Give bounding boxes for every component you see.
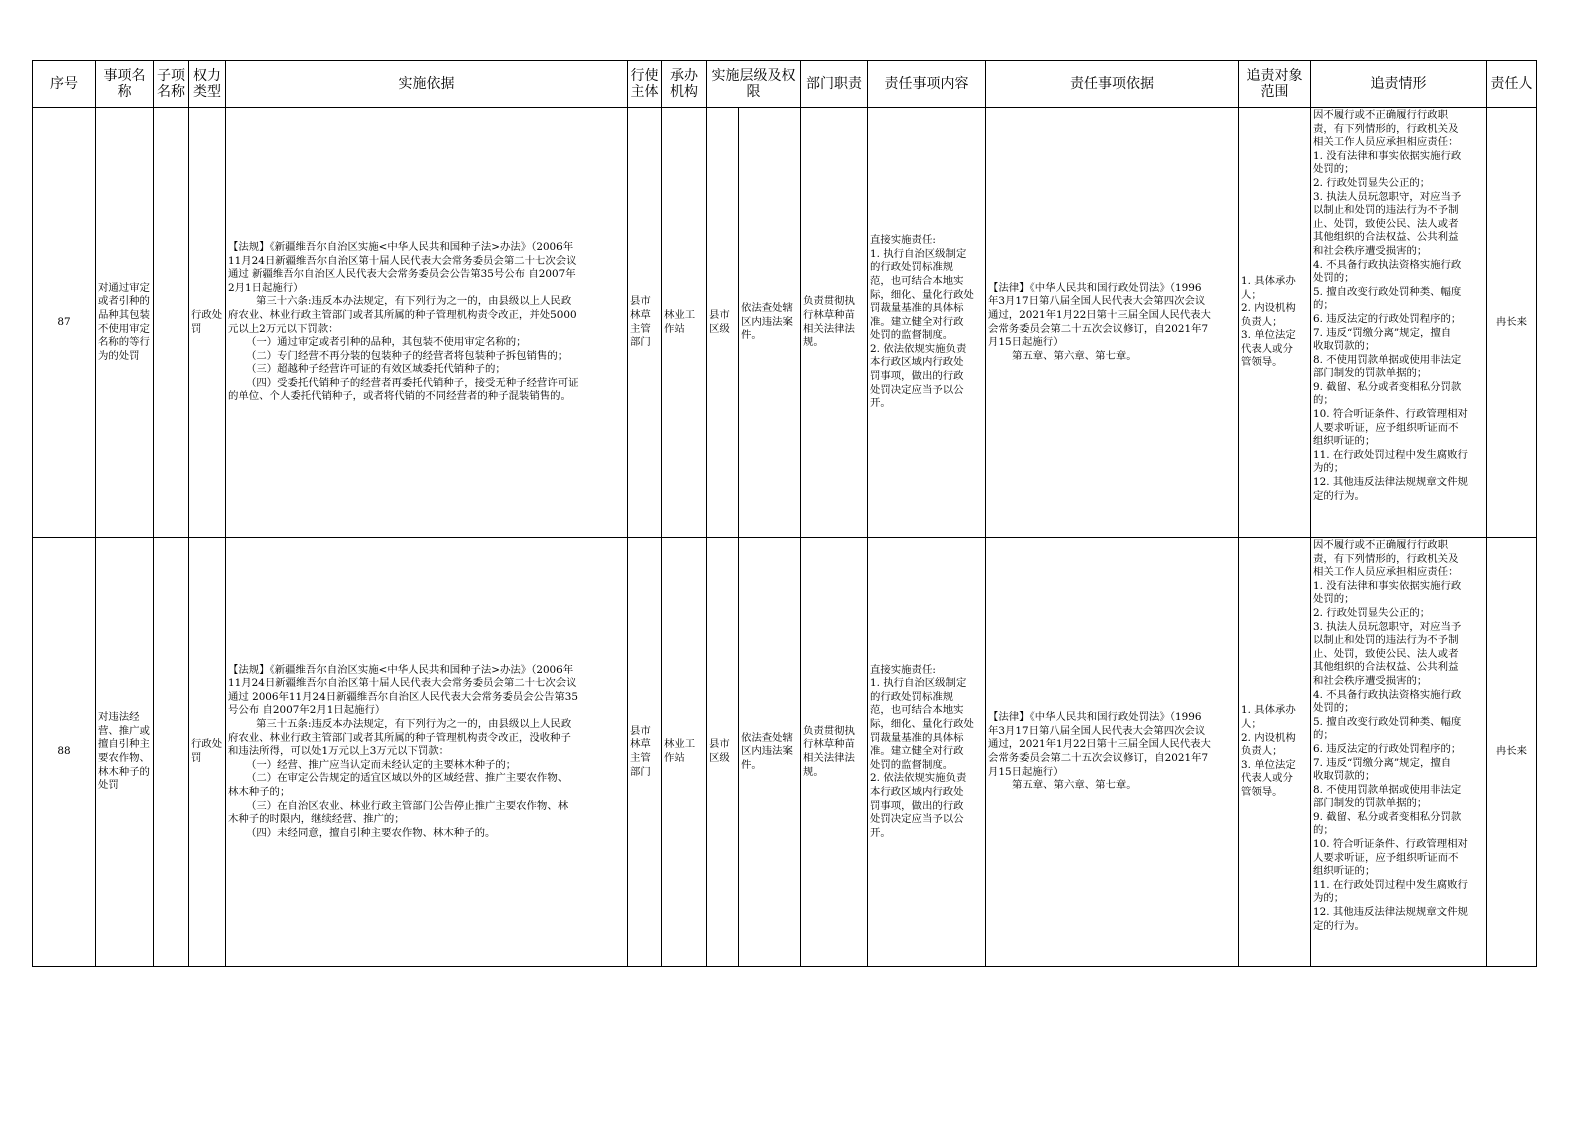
text-line: 罚事项，做出的行政: [870, 799, 964, 812]
text-line: 处罚决定应当予以公: [870, 813, 964, 826]
text-line: （三）在自治区农业、林业行政主管部门公告停止推广主要农作物、林: [246, 799, 569, 812]
text-line: 1. 具体承办: [1241, 274, 1296, 287]
cell-power-type: 行政处罚: [189, 538, 226, 967]
text-line: 组织听证的；: [1313, 865, 1376, 878]
header-duty: 部门职责: [801, 61, 868, 108]
text-line: 2. 内设机构: [1241, 302, 1296, 315]
text-line: 和社会秩序遭受损害的；: [1313, 674, 1428, 687]
header-power-type: 权力类型: [189, 61, 226, 108]
text-line: 第五章、第六章、第七章。: [1012, 779, 1137, 792]
cell-circumstances: [1311, 108, 1487, 538]
cell-circumstances: [1311, 538, 1487, 967]
text-line: 代表人或分: [1241, 772, 1293, 785]
text-line: 本行政区域内行政处: [870, 785, 964, 798]
text-line: 定的行为。: [1313, 489, 1365, 502]
text-line: 代表人或分: [1241, 342, 1293, 355]
text-line: 的；: [1313, 299, 1334, 312]
text-line: 11. 在行政处罚过程中发生腐败行: [1313, 448, 1468, 461]
text-line: 7. 违反“罚缴分离”规定，擅自: [1313, 326, 1452, 339]
text-line: 会常务委员会第二十五次会议修订，自2021年7: [988, 322, 1209, 335]
text-line: （四）未经同意，擅自引种主要农作物、林木种子的。: [246, 826, 496, 839]
cell-duty: 负责贯彻执行林草种苗相关法律法规。: [801, 108, 868, 538]
text-line: 其他组织的合法权益、公共利益: [1313, 661, 1459, 674]
text-line: 负责人；: [1241, 315, 1283, 328]
text-line: 的行政处罚标准规: [870, 261, 954, 274]
text-line: 7. 违反“罚缴分离”规定，擅自: [1313, 756, 1452, 769]
text-line: 的；: [1313, 824, 1334, 837]
text-line: 4. 不具备行政执法资格实施行政: [1313, 688, 1462, 701]
text-line: 以制止和处罚的违法行为不予制: [1313, 634, 1459, 647]
text-line: 11月24日新疆维吾尔自治区第十届人民代表大会常务委员会第二十七次会议: [228, 254, 577, 267]
text-line: 1. 执行自治区级制定: [870, 677, 967, 690]
text-line: 5. 擅自改变行政处罚种类、幅度: [1313, 715, 1462, 728]
text-line: 3. 执法人员玩忽职守，对应当予: [1313, 620, 1462, 633]
text-line: 第五章、第六章、第七章。: [1012, 349, 1137, 362]
text-line: 第三十五条:违反本办法规定，有下列行为之一的，由县级以上人民政: [256, 718, 572, 731]
text-line: 府农业、林业行政主管部门或者其所属的种子管理机构责令改正，并处5000: [228, 308, 577, 321]
table-row: [33, 538, 1537, 967]
text-line: 10. 符合听证条件、行政管理相对: [1313, 408, 1468, 421]
text-line: 际，细化、量化行政处: [870, 288, 974, 301]
text-line: （三）超越种子经营许可证的有效区域委托代销种子的；: [246, 363, 506, 376]
text-line: （一）经营、推广应当认定而未经认定的主要林木种子的；: [246, 758, 517, 771]
header-subject: 行使主体: [628, 61, 662, 108]
text-line: 人；: [1241, 718, 1262, 731]
text-line: 罚裁量基准的具体标: [870, 731, 964, 744]
cell-basis: [226, 538, 628, 967]
text-line: 为的；: [1313, 462, 1345, 475]
text-line: 9. 截留、私分或者变相私分罚款: [1313, 380, 1462, 393]
text-line: 际，细化、量化行政处: [870, 718, 974, 731]
text-line: 月15日起施行）: [988, 765, 1064, 778]
text-line: 2. 内设机构: [1241, 731, 1296, 744]
text-line: 3. 单位法定: [1241, 329, 1296, 342]
text-line: 相关工作人员应承担相应责任：: [1313, 566, 1459, 579]
text-line: 和违法所得，可以处1万元以上3万元以下罚款：: [228, 745, 450, 758]
text-line: 12. 其他违反法律法规规章文件规: [1313, 476, 1468, 489]
text-line: 准。建立健全对行政: [870, 745, 964, 758]
text-line: 通过，2021年1月22日第十三届全国人民代表大: [988, 738, 1211, 751]
text-line: 罚裁量基准的具体标: [870, 302, 964, 315]
text-line: 管领导。: [1241, 356, 1283, 369]
header-name: 事项名称: [96, 61, 154, 108]
text-line: 2. 依法依规实施负责: [870, 772, 967, 785]
text-line: 部门制发的罚款单据的；: [1313, 797, 1428, 810]
text-line: 负责人；: [1241, 745, 1283, 758]
text-line: 年3月17日第八届全国人民代表大会第四次会议: [988, 295, 1206, 308]
text-line: 4. 不具备行政执法资格实施行政: [1313, 258, 1462, 271]
header-handler: 承办机构: [662, 61, 707, 108]
text-line: 的单位、个人委托代销种子，或者将代销的不同经营者的种子混装销售的。: [228, 390, 571, 403]
text-line: 1. 没有法律和事实依据实施行政: [1313, 579, 1462, 592]
text-line: 1. 执行自治区级制定: [870, 247, 967, 260]
cell-basis: [226, 108, 628, 538]
text-line: 11. 在行政处罚过程中发生腐败行: [1313, 878, 1468, 891]
text-line: 为的；: [1313, 892, 1345, 905]
header-basis: 实施依据: [226, 61, 628, 108]
text-line: 9. 截留、私分或者变相私分罚款: [1313, 810, 1462, 823]
cell-handler: 林业工作站: [662, 538, 707, 967]
header-row: [33, 61, 1537, 108]
header-seq: 序号: [33, 61, 96, 108]
text-line: （一）通过审定或者引种的品种，其包装不使用审定名称的；: [246, 336, 527, 349]
text-line: 开。: [870, 826, 891, 839]
cell-seq: 87: [33, 108, 96, 538]
text-line: 罚事项，做出的行政: [870, 370, 964, 383]
text-line: 范，也可结合本地实: [870, 274, 964, 287]
text-line: （二）专门经营不再分装的包装种子的经营者将包装种子拆包销售的；: [246, 349, 569, 362]
text-line: 责，有下列情形的，行政机关及: [1313, 122, 1459, 135]
responsibility-table: [32, 60, 1537, 967]
text-line: 的；: [1313, 729, 1334, 742]
text-line: 人要求听证，应予组织听证而不: [1313, 851, 1459, 864]
text-line: 止、处罚，致使公民、法人或者: [1313, 647, 1459, 660]
text-line: 10. 符合听证条件、行政管理相对: [1313, 838, 1468, 851]
text-line: 人要求听证，应予组织听证而不: [1313, 421, 1459, 434]
header-level: 实施层级及权限: [707, 61, 801, 108]
cell-subname: [154, 108, 189, 538]
text-line: 本行政区域内行政处: [870, 356, 964, 369]
text-line: 直接实施责任:: [870, 234, 936, 247]
text-line: 8. 不使用罚款单据或使用非法定: [1313, 353, 1462, 366]
cell-scope: [1239, 538, 1311, 967]
text-line: 收取罚款的；: [1313, 340, 1376, 353]
text-line: 2. 行政处罚显失公正的；: [1313, 606, 1431, 619]
text-line: 以制止和处罚的违法行为不予制: [1313, 204, 1459, 217]
cell-person: 冉长来: [1487, 108, 1537, 538]
text-line: 范，也可结合本地实: [870, 704, 964, 717]
text-line: 【法规】《新疆维吾尔自治区实施<中华人民共和国种子法>办法》（2006年: [228, 240, 574, 253]
text-line: 通过，2021年1月22日第十三届全国人民代表大: [988, 308, 1211, 321]
text-line: 部门制发的罚款单据的；: [1313, 367, 1428, 380]
text-line: 月15日起施行）: [988, 336, 1064, 349]
text-line: 8. 不使用罚款单据或使用非法定: [1313, 783, 1462, 796]
text-line: 处罚的监督制度。: [870, 329, 954, 342]
text-line: 的；: [1313, 394, 1334, 407]
cell-scope: [1239, 108, 1311, 538]
table-row: [33, 108, 1537, 538]
text-line: 准。建立健全对行政: [870, 315, 964, 328]
text-line: （四）受委托代销种子的经营者再委托代销种子，接受无种子经营许可证: [246, 376, 579, 389]
text-line: 12. 其他违反法律法规规章文件规: [1313, 906, 1468, 919]
text-line: 因不履行或不正确履行行政职: [1313, 539, 1449, 551]
text-line: 第三十六条:违反本办法规定，有下列行为之一的，由县级以上人民政: [256, 295, 572, 308]
text-line: 通过 新疆维吾尔自治区人民代表大会常务委员会公告第35号公布 自2007年: [228, 268, 576, 281]
text-line: 3. 单位法定: [1241, 758, 1296, 771]
cell-handler: 林业工作站: [662, 108, 707, 538]
text-line: 木种子的时限内，继续经营、推广的；: [228, 813, 405, 826]
text-line: 会常务委员会第二十五次会议修订，自2021年7: [988, 752, 1209, 764]
text-line: 年3月17日第八届全国人民代表大会第四次会议: [988, 724, 1206, 737]
text-line: 因不履行或不正确履行行政职: [1313, 109, 1449, 121]
text-line: 元以上2万元以下罚款：: [228, 322, 339, 335]
header-resp-content: 责任事项内容: [868, 61, 986, 108]
cell-seq: 88: [33, 538, 96, 967]
text-line: 组织听证的；: [1313, 435, 1376, 448]
text-line: 人；: [1241, 288, 1262, 301]
text-line: 3. 执法人员玩忽职守，对应当予: [1313, 190, 1462, 203]
text-line: 止、处罚，致使公民、法人或者: [1313, 217, 1459, 230]
text-line: 处罚的；: [1313, 702, 1355, 715]
text-line: 2. 行政处罚显失公正的；: [1313, 176, 1431, 189]
text-line: 2. 依法依规实施负责: [870, 342, 967, 355]
cell-name: 对通过审定或者引种的品种其包装不使用审定名称的等行为的处罚: [96, 108, 154, 538]
text-line: 6. 违反法定的行政处罚程序的；: [1313, 312, 1462, 325]
text-line: 开。: [870, 397, 891, 410]
text-line: 2月1日起施行）: [228, 281, 304, 294]
text-line: 处罚的；: [1313, 272, 1355, 285]
cell-resp-basis: [986, 108, 1239, 538]
header-scope: 追责对象范围: [1239, 61, 1311, 108]
header-circumstances: 追责情形: [1311, 61, 1487, 108]
text-line: 1. 具体承办: [1241, 704, 1296, 717]
text-line: 处罚的；: [1313, 163, 1355, 176]
text-line: 的行政处罚标准规: [870, 690, 954, 703]
text-line: 定的行为。: [1313, 919, 1365, 932]
text-line: 5. 擅自改变行政处罚种类、幅度: [1313, 285, 1462, 298]
text-line: 处罚的监督制度。: [870, 758, 954, 771]
text-line: 11月24日新疆维吾尔自治区第十届人民代表大会常务委员会第二十七次会议: [228, 677, 577, 690]
text-line: 直接实施责任:: [870, 663, 936, 676]
text-line: 和社会秩序遭受损害的；: [1313, 244, 1428, 257]
text-line: 【法律】《中华人民共和国行政处罚法》（1996: [988, 711, 1202, 724]
header-person: 责任人: [1487, 61, 1537, 108]
cell-resp-content: [868, 538, 986, 967]
text-line: 林木种子的；: [228, 785, 291, 798]
cell-person: 冉长来: [1487, 538, 1537, 967]
cell-power-type: 行政处罚: [189, 108, 226, 538]
text-line: 处罚的；: [1313, 593, 1355, 606]
text-line: 管领导。: [1241, 785, 1283, 798]
text-line: 责，有下列情形的，行政机关及: [1313, 552, 1459, 565]
cell-level: 县市区级: [707, 108, 739, 538]
text-line: 处罚决定应当予以公: [870, 383, 964, 396]
cell-authority: 依法查处辖区内违法案件。: [739, 108, 801, 538]
text-line: 其他组织的合法权益、公共利益: [1313, 231, 1459, 244]
text-line: 【法律】《中华人民共和国行政处罚法》（1996: [988, 281, 1202, 294]
text-line: 通过 2006年11月24日新疆维吾尔自治区人民代表大会常务委员会公告第35: [228, 690, 578, 703]
cell-resp-content: [868, 108, 986, 538]
cell-level: 县市区级: [707, 538, 739, 967]
text-line: （二）在审定公告规定的适宜区域以外的区域经营、推广主要农作物、: [246, 772, 569, 785]
text-line: 收取罚款的；: [1313, 770, 1376, 783]
cell-duty: 负责贯彻执行林草种苗相关法律法规。: [801, 538, 868, 967]
header-subname: 子项名称: [154, 61, 189, 108]
cell-subject: 县市林草主管部门: [628, 108, 662, 538]
header-resp-basis: 责任事项依据: [986, 61, 1239, 108]
cell-subname: [154, 538, 189, 967]
text-line: 1. 没有法律和事实依据实施行政: [1313, 149, 1462, 162]
cell-resp-basis: [986, 538, 1239, 967]
cell-name: 对违法经营、推广或擅自引种主要农作物、林木种子的处罚: [96, 538, 154, 967]
cell-authority: 依法查处辖区内违法案件。: [739, 538, 801, 967]
text-line: 6. 违反法定的行政处罚程序的；: [1313, 742, 1462, 755]
text-line: 【法规】《新疆维吾尔自治区实施<中华人民共和国种子法>办法》（2006年: [228, 663, 574, 676]
cell-subject: 县市林草主管部门: [628, 538, 662, 967]
text-line: 相关工作人员应承担相应责任：: [1313, 136, 1459, 149]
text-line: 府农业、林业行政主管部门或者其所属的种子管理机构责令改正，没收种子: [228, 731, 571, 744]
text-line: 号公布 自2007年2月1日起施行）: [228, 704, 386, 717]
